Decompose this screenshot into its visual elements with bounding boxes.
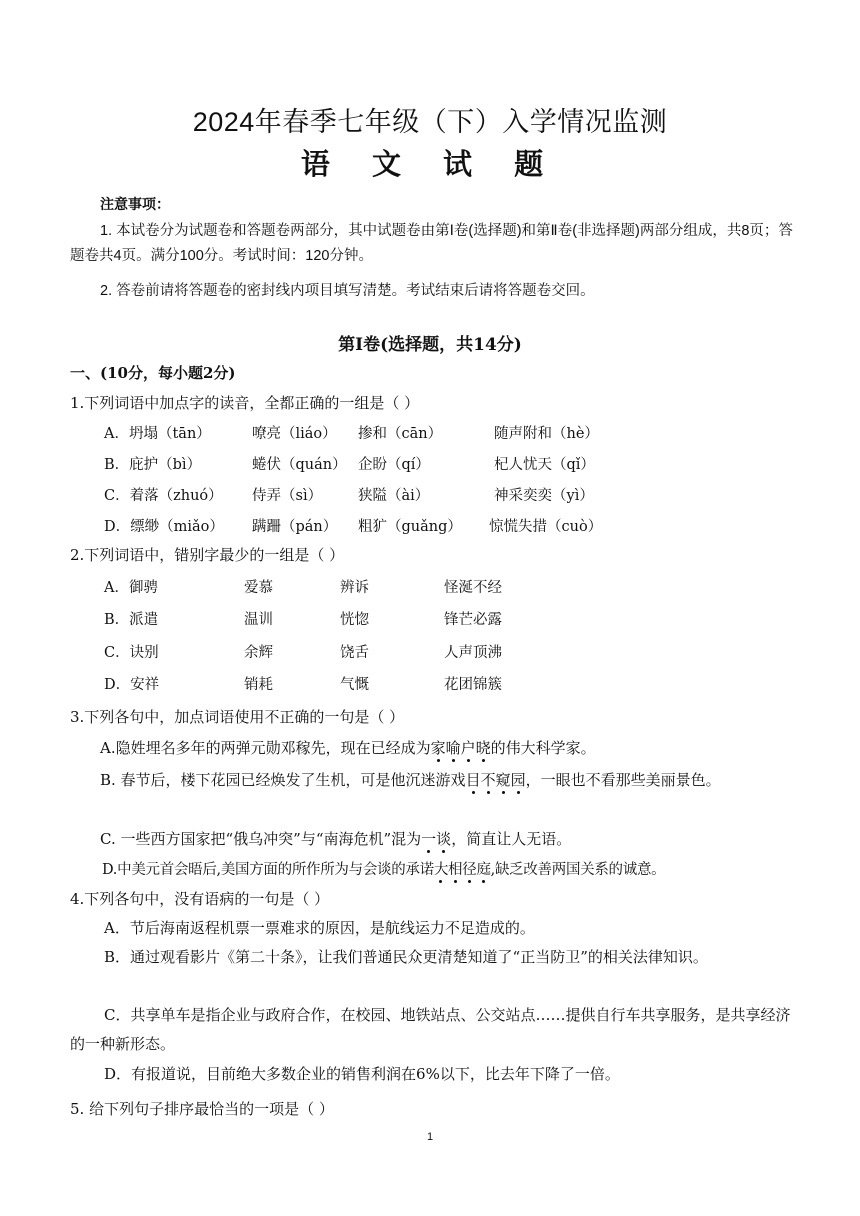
notice-heading: 注意事项： <box>100 196 170 212</box>
question-4-option-b: B．通过观看影片《第二十条》，让我们普通民众更清楚知道了“正当防卫”的相关法律知识。 <box>104 948 708 966</box>
option-cell: 掺和（cān） <box>358 426 443 442</box>
option-cell: 爱慕 <box>244 580 273 596</box>
emphasis-char: 谈 <box>436 830 452 848</box>
emphasis-char: 大 <box>433 862 449 878</box>
option-cell: 嘹亮（liáo） <box>252 426 337 442</box>
option-cell: A．坍塌（tān） <box>104 426 211 442</box>
exam-title: 2024年春季七年级（下）入学情况监测 <box>192 107 668 137</box>
option-text: D.中美元首会晤后,美国方面的所作所为与会谈的承诺 <box>102 862 434 878</box>
question-1-stem: 1.下列词语中加点字的读音，全都正确的一组是（ ） <box>70 394 420 412</box>
option-cell: 锋芒必露 <box>444 612 502 628</box>
dotted-word <box>466 771 526 789</box>
option-cell: 饶舌 <box>340 645 369 661</box>
question-3-option-c <box>100 828 571 849</box>
dotted-word <box>431 739 491 757</box>
emphasis-char: 相 <box>448 862 463 878</box>
option-cell: 蜷伏（quán） <box>252 457 347 473</box>
question-5-stem: 5. 给下列句子排序最恰当的一项是（ ） <box>70 1100 334 1118</box>
option-cell: 温训 <box>244 612 273 628</box>
page-number: 1 <box>426 1131 434 1143</box>
option-cell: 怪涎不经 <box>444 580 502 596</box>
emphasis-char: 一 <box>421 830 437 848</box>
option-cell: A．御骋 <box>104 580 158 596</box>
emphasis-char: 喻 <box>445 739 461 757</box>
question-4-option-d: D．有报道说，目前绝大多数企业的销售利润在6%以下，比去年下降了一倍。 <box>104 1065 620 1083</box>
option-cell: 花团锦簇 <box>444 677 502 693</box>
option-cell: C．诀别 <box>104 645 159 661</box>
emphasis-char: 径 <box>462 862 477 878</box>
option-cell: 随声附和（hè） <box>494 426 599 442</box>
question-2-stem: 2.下列词语中，错别字最少的一组是（ ） <box>70 546 345 564</box>
option-cell: 蹒跚（pán） <box>252 519 338 535</box>
option-text: ，简直让人无语。 <box>451 830 572 848</box>
option-cell: 辨诉 <box>340 580 369 596</box>
option-text: A.隐姓埋名多年的两弹元勋邓稼先，现在已经成为 <box>100 739 431 757</box>
option-cell: 销耗 <box>244 677 273 693</box>
emphasis-char: 家 <box>430 739 446 757</box>
option-cell: 余辉 <box>244 645 273 661</box>
question-3-option-b <box>70 766 794 795</box>
option-text: B. 春节后，楼下花园已经焕发了生机，可是他沉迷游戏 <box>100 771 466 789</box>
dotted-word <box>421 830 451 848</box>
option-cell: 企盼（qí） <box>358 457 430 473</box>
emphasis-char: 园 <box>510 771 526 789</box>
question-4-stem: 4.下列各句中，没有语病的一句是（ ） <box>70 890 330 908</box>
option-text: ，一眼也不看那些美丽景色。 <box>525 771 721 789</box>
option-cell: 粗犷（guǎng） <box>358 519 462 535</box>
option-cell: D．缥缈（miǎo） <box>104 519 224 535</box>
option-cell: C．着落（zhuó） <box>104 488 223 504</box>
part-heading: 一、(10分，每小题2分) <box>70 364 236 382</box>
option-cell: D．安祥 <box>104 677 160 693</box>
option-cell: B．派遣 <box>104 612 159 628</box>
option-text: 的伟大科学家。 <box>490 739 596 757</box>
option-cell: 杞人忧天（qǐ） <box>494 457 595 473</box>
emphasis-char: 户 <box>460 739 476 757</box>
dotted-word <box>434 862 491 878</box>
option-cell: 惊慌失措（cuò） <box>489 519 603 535</box>
emphasis-char: 窥 <box>495 771 511 789</box>
question-3-option-a <box>100 737 596 758</box>
option-cell: 气慨 <box>340 677 369 693</box>
option-cell: 神采奕奕（yì） <box>494 488 594 504</box>
notice-item-1: 1. 本试卷分为试题卷和答题卷两部分，其中试题卷由第Ⅰ卷(选择题)和第Ⅱ卷(非选择题)两部分组成，共8页；答题卷共4页。满分100分。考试时间：120分钟。 <box>70 223 793 264</box>
option-cell: 侍弄（sì） <box>252 488 323 504</box>
question-4-option-c: C．共享单车是指企业与政府合作，在校园、地铁站点、公交站点……提供自行车共享服务，是共享经济的一种新形态。 <box>70 1006 791 1053</box>
option-cell: 狭隘（ài） <box>358 488 430 504</box>
option-cell: 恍惚 <box>340 612 369 628</box>
emphasis-char: 庭 <box>476 862 491 878</box>
section-heading: 第Ⅰ卷(选择题，共14分) <box>338 335 522 355</box>
question-3-stem: 3.下列各句中，加点词语使用不正确的一句是（ ） <box>70 708 405 726</box>
emphasis-char: 晓 <box>475 739 491 757</box>
notice-item-2: 2. 答卷前请将答题卷的密封线内项目填写清楚。考试结束后请将答题卷交回。 <box>100 283 595 299</box>
emphasis-char: 不 <box>480 771 496 789</box>
option-cell: 人声顶沸 <box>444 645 502 661</box>
emphasis-char: 目 <box>465 771 481 789</box>
question-3-option-d <box>102 858 665 879</box>
option-cell: B．庇护（bì） <box>104 457 202 473</box>
option-text: ,缺乏改善两国关系的诚意。 <box>490 862 666 878</box>
exam-subject-title: 语 文 试 题 <box>300 147 560 181</box>
question-4-option-a: A．节后海南返程机票一票难求的原因，是航线运力不足造成的。 <box>104 919 535 937</box>
option-text: C. 一些西方国家把“俄乌冲突”与“南海危机”混为 <box>100 830 422 848</box>
